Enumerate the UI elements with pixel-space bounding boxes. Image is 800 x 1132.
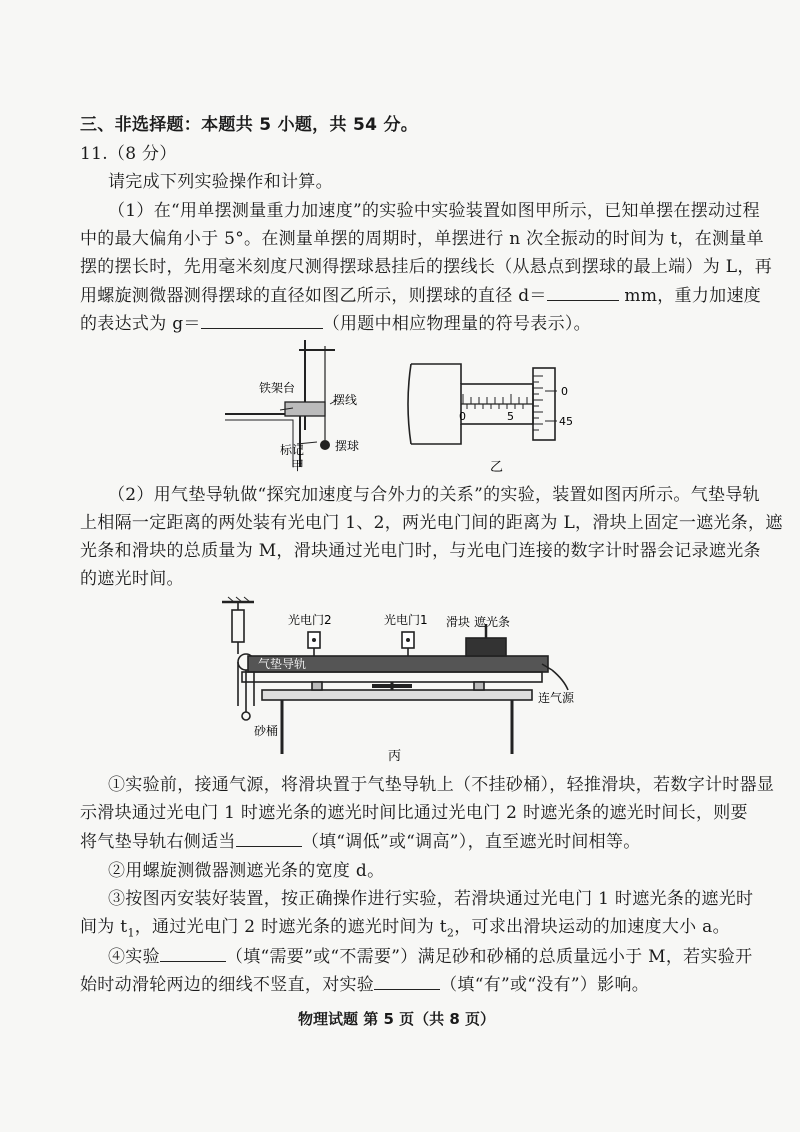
thimble — [533, 368, 555, 440]
need-answer-blank[interactable] — [160, 945, 226, 962]
step1-line1: ①实验前，接通气源，将滑块置于气垫导轨上（不挂砂桶），轻推滑块，若数字计时器显 — [108, 775, 775, 795]
figure-bing — [212, 594, 597, 766]
table-top — [262, 690, 532, 700]
part2-line4: 的遮光时间。 — [80, 569, 184, 589]
question-header: 11.（8 分） — [80, 144, 177, 164]
step3-line2-b: ，通过光电门 2 时遮光条的遮光时间为 t — [134, 917, 447, 937]
string-label: 摆线 — [333, 393, 358, 407]
g-expression-blank[interactable] — [201, 312, 323, 329]
step3-sub2: 2 — [446, 926, 455, 940]
diameter-answer-blank[interactable] — [547, 284, 619, 301]
step4-line1 — [108, 945, 752, 968]
figure-yi — [405, 354, 595, 476]
section-heading: 三、非选择题：本题共 5 小题，共 54 分。 — [80, 115, 419, 135]
step1-line2: 示滑块通过光电门 1 时遮光条的遮光时间比通过光电门 2 时遮光条的遮光时间长，则要 — [80, 803, 748, 823]
strip-label: 遮光条 — [474, 615, 511, 629]
step3-line2-c: ，可求出滑块运动的加速度大小 a。 — [454, 917, 730, 937]
adjust-answer-blank[interactable] — [236, 830, 302, 847]
step1-line3-text: 将气垫导轨右侧适当 — [80, 832, 236, 852]
main-scale-0: 0 — [459, 410, 466, 423]
part2-line1: （2）用气垫导轨做“探究加速度与合外力的关系”的实验，装置如图丙所示。气垫导轨 — [108, 485, 760, 505]
main-scale-5: 5 — [507, 410, 514, 423]
part1-line2: 中的最大偏角小于 5°。在测量单摆的周期时，单摆进行 n 次全振动的时间为 t，在测量单 — [80, 229, 764, 249]
part1-line5-text: 的表达式为 g＝ — [80, 314, 201, 334]
part1-line5-tail: （用题中相应物理量的符号表示）。 — [322, 314, 591, 334]
question-intro: 请完成下列实验操作和计算。 — [108, 172, 333, 192]
step4-line1-a: ④实验 — [108, 947, 160, 967]
part2-line3: 光条和滑块的总质量为 M，滑块通过光电门时，与光电门连接的数字计时器会记录遮光条 — [80, 541, 761, 561]
track-label: 气垫导轨 — [258, 657, 307, 671]
step3-line2 — [80, 916, 730, 944]
step4-line2-b: （填“有”或“没有”）影响。 — [440, 975, 650, 995]
ball-label: 摆球 — [335, 439, 360, 453]
step1-line3 — [80, 830, 641, 853]
pendulum-ball — [320, 440, 330, 450]
step1-line3-tail: （填“调低”或“调高”），直至遮光时间相等。 — [301, 832, 641, 852]
step4-line2-a: 始时动滑轮两边的细线不竖直，对实验 — [80, 975, 375, 995]
step3-line1: ③按图丙安装好装置，按正确操作进行实验，若滑块通过光电门 1 时遮光条的遮光时 — [108, 889, 754, 909]
mark-label: 标记 — [280, 443, 305, 457]
stand-label: 铁架台 — [259, 381, 296, 395]
step4-line1-b: （填“需要”或“不需要”）满足砂和砂桶的总质量远小于 M，若实验开 — [225, 947, 753, 967]
air-source-label: 连气源 — [538, 691, 575, 705]
table-outline — [225, 414, 300, 467]
gate1-label: 光电门1 — [384, 613, 428, 627]
bucket-label: 砂桶 — [254, 724, 279, 738]
part1-line4-text: 用螺旋测微器测得摆球的直径如图乙所示，则摆球的直径 d＝ — [80, 286, 547, 306]
part1-line4 — [80, 284, 761, 307]
clamp — [285, 402, 325, 416]
caption-yi: 乙 — [490, 460, 504, 475]
spring-scale — [232, 610, 244, 642]
step3-sub1: 1 — [127, 926, 135, 940]
caption-jia: 甲 — [291, 459, 305, 472]
thimble-45: 45 — [559, 415, 573, 428]
part1-line1: （1）在“用单摆测量重力加速度”的实验中实验装置如图甲所示，已知单摆在摆动过程 — [108, 201, 760, 221]
part1-line4-unit: mm，重力加速度 — [624, 286, 762, 306]
caption-bing: 丙 — [388, 749, 402, 764]
part2-line2: 上相隔一定距离的两处装有光电门 1、2，两光电门间的距离为 L，滑块上固定一遮光条，遮 — [80, 513, 783, 533]
slider-block — [466, 638, 506, 656]
step3-line2-a: 间为 t — [80, 917, 128, 937]
thimble-0: 0 — [561, 385, 568, 398]
effect-answer-blank[interactable] — [374, 973, 440, 990]
figure-jia — [225, 332, 375, 472]
page-footer: 物理试题 第 5 页（共 8 页） — [298, 1010, 495, 1028]
step4-line2 — [80, 973, 649, 996]
slider-label: 滑块 — [446, 615, 471, 629]
gate2-label: 光电门2 — [288, 613, 332, 627]
step2-line1: ②用螺旋测微器测遮光条的宽度 d。 — [108, 861, 385, 881]
part1-line3: 摆的摆长时，先用毫米刻度尺测得摆球悬挂后的摆线长（从悬点到摆球的最上端）为 L，再 — [80, 257, 772, 277]
